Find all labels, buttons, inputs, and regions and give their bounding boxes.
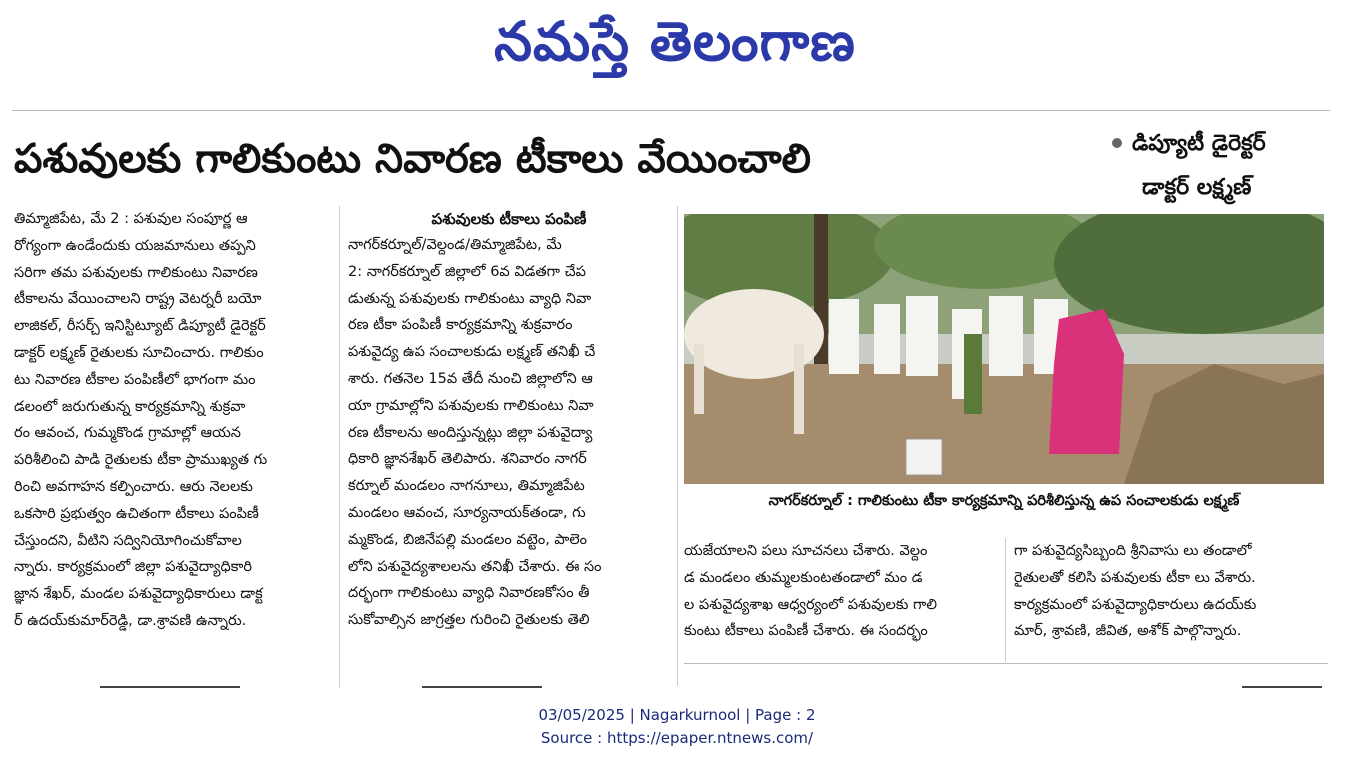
- text-line: 2: నాగర్‌కర్నూల్ జిల్లాలో 6వ విడతగా చేప: [348, 263, 586, 280]
- text-line: డ మండలం తుమ్మలకుంటతండాలో మం డ: [684, 569, 923, 586]
- bullet-icon: [1112, 138, 1122, 148]
- text-line: రించి అవగాహన కల్పించారు. ఆరు నెలలకు: [14, 478, 253, 495]
- text-line: మ్మకొండ, బిజినేపల్లి మండలం వట్టెం, పాలెం: [348, 531, 588, 548]
- clipped-text-edge: [12, 686, 1330, 688]
- article-column-1: [14, 206, 332, 635]
- text-line: గా పశువైద్యసిబ్బంది శ్రీనివాసు లు తండాలో: [1014, 543, 1252, 559]
- text-line: శారు. గతనెల 15వ తేదీ నుంచి జిల్లాలోని ఆ: [348, 370, 593, 387]
- article-headline: పశువులకు గాలికుంటు నివారణ టీకాలు వేయించాలి: [14, 136, 811, 182]
- text-line: సరిగా తమ పశువులకు గాలికుంటు నివారణ: [14, 264, 258, 281]
- text-line: కర్నూల్ మండలం నాగనూలు, తిమ్మాజిపేట: [348, 478, 585, 495]
- text-line: టీకాలను వేయించాలని రాష్ట్ర వెటర్నరీ బయో: [14, 291, 262, 308]
- text-line: రైతులతో కలిసి పశువులకు టీకా లు వేశారు.: [1014, 569, 1256, 586]
- text-line: యజేయాలని పలు సూచనలు చేశారు. వెల్దం: [684, 543, 928, 559]
- masthead: [0, 0, 1354, 100]
- masthead-logo: నమస్తే తెలంగాణ: [494, 10, 856, 73]
- text-line: రణ టీకా పంపిణీ కార్యక్రమాన్ని శుక్రవారం: [348, 317, 573, 334]
- text-line: మండలం ఆవంచ, సూర్యనాయక్‌తండా, గు: [348, 504, 586, 521]
- text-line: ధికారి జ్ఞానశేఖర్ తెలిపారు. శనివారం నాగర్: [348, 451, 587, 468]
- column-divider: [1005, 538, 1006, 662]
- text-line: దర్భంగా గాలికుంటు వ్యాధి నివారణకోసం తీ: [348, 585, 590, 602]
- article-column-4: [1014, 538, 1330, 645]
- article-deck: [1112, 126, 1332, 212]
- text-line: రోగ్యంగా ఉండేందుకు యజమానులు తప్పని: [14, 237, 256, 254]
- footer-source: Source : https://epaper.ntnews.com/: [540, 729, 814, 747]
- article-column-3: [684, 538, 1000, 645]
- column-divider: [677, 206, 678, 686]
- text-line: లోని పశువైద్యశాలలను తనిఖీ చేశారు. ఈ సం: [348, 558, 602, 575]
- text-line: డలంలో జరుగుతున్న కార్యక్రమాన్ని శుక్రవా: [14, 398, 246, 415]
- text-line: రం ఆవంచ, గుమ్మకొండ గ్రామాల్లో ఆయన: [14, 425, 241, 442]
- text-line: పరిశీలించి పాడి రైతులకు టీకా ప్రాముఖ్యత గు: [14, 452, 268, 469]
- photo-illustration: [684, 214, 1324, 484]
- deck-line: డిప్యూటీ డైరెక్టర్: [1132, 131, 1266, 156]
- text-line: నాగర్‌కర్నూల్/వెల్దండ/తిమ్మాజిపేట, మే: [348, 237, 562, 253]
- text-line: రణ టీకాలను అందిస్తున్నట్లు జిల్లా పశువైద్యా: [348, 424, 593, 441]
- text-line: యా గ్రామాల్లోని పశువులకు గాలికుంటు నివా: [348, 397, 594, 414]
- article-column-2: [348, 232, 670, 634]
- text-line: టు నివారణ టీకాల పంపిణీలో భాగంగా మం: [14, 371, 256, 388]
- text-line: ఒకసారి ప్రభుత్వం ఉచితంగా టీకాలు పంపిణీ: [14, 505, 259, 522]
- deck-line: డాక్టర్ లక్ష్మణ్: [1142, 175, 1252, 200]
- text-line: సుకోవాల్సిన జాగ్రత్తల గురించి రైతులకు తెలి: [348, 612, 590, 629]
- sub-headline: పశువులకు టీకాలు పంపిణీ: [431, 210, 587, 228]
- column-divider: [339, 206, 340, 688]
- text-line: పశువైద్య ఉప సంచాలకుడు లక్ష్మణ్ తనిఖీ చే: [348, 344, 596, 361]
- text-line: కార్యక్రమంలో పశువైద్యాధికారులు ఉదయ్‌కు: [1014, 596, 1257, 613]
- text-line: లాజికల్, రీసర్చ్ ఇనిస్టిట్యూట్ డిప్యూటీ డైరెక్టర్: [14, 318, 266, 335]
- photo-caption: నాగర్‌కర్నూల్ : గాలికుంటు టీకా కార్యక్రమాన్ని పరిశీలిస్తున్న ఉప సంచాలకుడు లక్ష్మణ్: [768, 493, 1240, 509]
- text-line: ర్ ఉదయ్‌కుమార్‌రెడ్డి, డా.శ్రావణి ఉన్నారు.: [14, 612, 247, 629]
- footer-meta: 03/05/2025 | Nagarkurnool | Page : 2: [538, 706, 816, 724]
- text-line: కుంటు టీకాలు పంపిణీ చేశారు. ఈ సందర్భం: [684, 623, 928, 640]
- bottom-divider: [684, 663, 1328, 664]
- text-line: డుతున్న పశువులకు గాలికుంటు వ్యాధి నివా: [348, 290, 592, 307]
- article-photo: [684, 214, 1324, 484]
- text-line: తిమ్మాజిపేట, మే 2 : పశువుల సంపూర్ణ ఆ: [14, 211, 248, 227]
- text-line: డాక్టర్ లక్ష్మణ్ రైతులకు సూచించారు. గాలికుం: [14, 344, 264, 361]
- text-line: ల పశువైద్యశాఖ ఆధ్వర్యంలో పశువులకు గాలి: [684, 596, 938, 613]
- top-divider: [12, 110, 1330, 111]
- text-line: మార్, శ్రావణి, జీవిత, అశోక్ పాల్గొన్నారు.: [1014, 623, 1242, 640]
- text-line: జ్ఞాన శేఖర్, మండల పశువైద్యాధికారులు డాక్ట: [14, 586, 263, 603]
- text-line: చేస్తుందని, వీటిని సద్వినియోగించుకోవాల: [14, 532, 242, 549]
- text-line: న్నారు. కార్యక్రమంలో జిల్లా పశువైద్యాధికారి: [14, 559, 252, 576]
